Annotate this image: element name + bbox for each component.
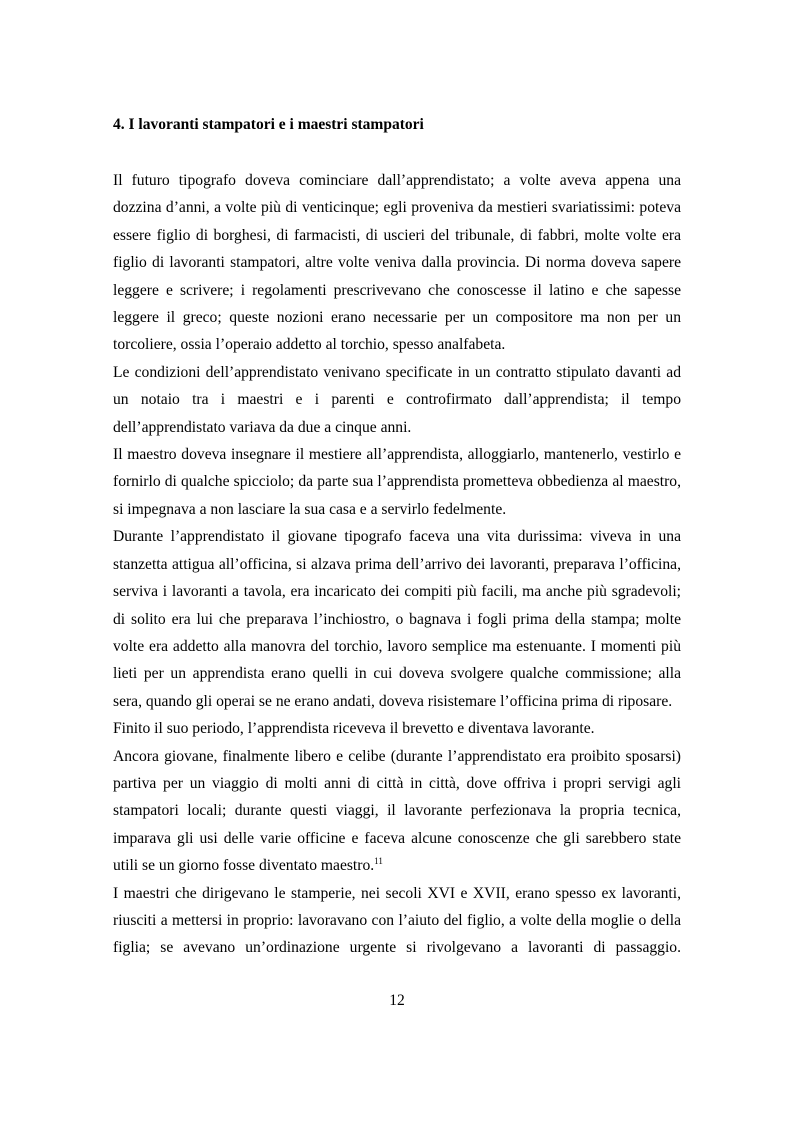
- page-number: 12: [389, 992, 405, 1009]
- paragraph-apprenticeship-origins: Il futuro tipografo doveva cominciare dall’apprendistato; a volte aveva appena una dozzina d’anni, a volte più di venticinque; egli proveniva da mestieri svariatissimi: poteva essere figlio di borghesi, di farmacisti, di uscieri del tribunale, di fabbri, molte volte era figlio di lavoranti stampatori, altre volte veniva dalla provincia. Di norma doveva sapere leggere e scrivere; i regolamenti prescrivevano che conoscesse il latino e che sapesse leggere il greco; queste nozioni erano necessarie per un compositore ma non per un torcoliere, ossia l’operaio addetto al torchio, spesso analfabeta.: [113, 172, 681, 354]
- paragraph-master-duties: Il maestro doveva insegnare il mestiere all’apprendista, alloggiarlo, mantenerlo, vestirlo e fornirlo di qualche spicciolo; da parte sua l’apprendista prometteva obbedienza al maestro, si impegnava a non lasciare la sua casa e a servirlo fedelmente.: [113, 446, 681, 518]
- paragraph-apprentice-life: Durante l’apprendistato il giovane tipografo faceva una vita durissima: viveva in una stanzetta attigua all’officina, si alzava prima dell’arrivo dei lavoranti, preparava l’officina, serviva i lavoranti a tavola, era incaricato dei compiti più facili, ma anche più sgradevoli; di solito era lui che preparava l’inchiostro, o bagnava i fogli prima della stampa; molte volte era addetto alla manovra del torchio, lavoro semplice ma estenuante. I momenti più lieti per un apprendista erano quelli in cui doveva svolgere qualche commissione; alla sera, quando gli operai se ne erano andati, doveva risistemare l’officina prima di riposare.: [113, 528, 681, 710]
- paragraph-becoming-worker: Finito il suo periodo, l’apprendista riceveva il brevetto e diventava lavorante.: [113, 720, 595, 738]
- paragraph-journeyman-text: Ancora giovane, finalmente libero e celibe (durante l’apprendistato era proibito sposarsi) partiva per un viaggio di molti anni di città in città, dove offriva i propri servigi agli stampatori locali; durante questi viaggi, il lavorante perfezionava la propria tecnica, imparava gli usi delle varie officine e faceva alcune conoscenze che gli sarebbero state utili se un giorno fosse diventato maestro.: [113, 747, 681, 875]
- section-heading: 4. I lavoranti stampatori e i maestri stampatori: [113, 116, 424, 133]
- paragraph-masters: I maestri che dirigevano le stamperie, nei secoli XVI e XVII, erano spesso ex lavoranti, riusciti a mettersi in proprio: lavoravano con l’aiuto del figlio, a volte della moglie o della figlia; se avevano un’ordinazione urgente si rivolgevano a lavoranti di passaggio.: [113, 884, 681, 957]
- paragraph-journeyman-travels: [113, 743, 681, 880]
- footnote-reference[interactable]: 11: [374, 856, 383, 867]
- body-text: [113, 167, 681, 962]
- paragraph-apprenticeship-contract: Le condizioni dell’apprendistato venivano specificate in un contratto stipulato davanti ad un notaio tra i maestri e i parenti e controfirmato dall’apprendista; il tempo dell’apprendistato variava da due a cinque anni.: [113, 363, 681, 436]
